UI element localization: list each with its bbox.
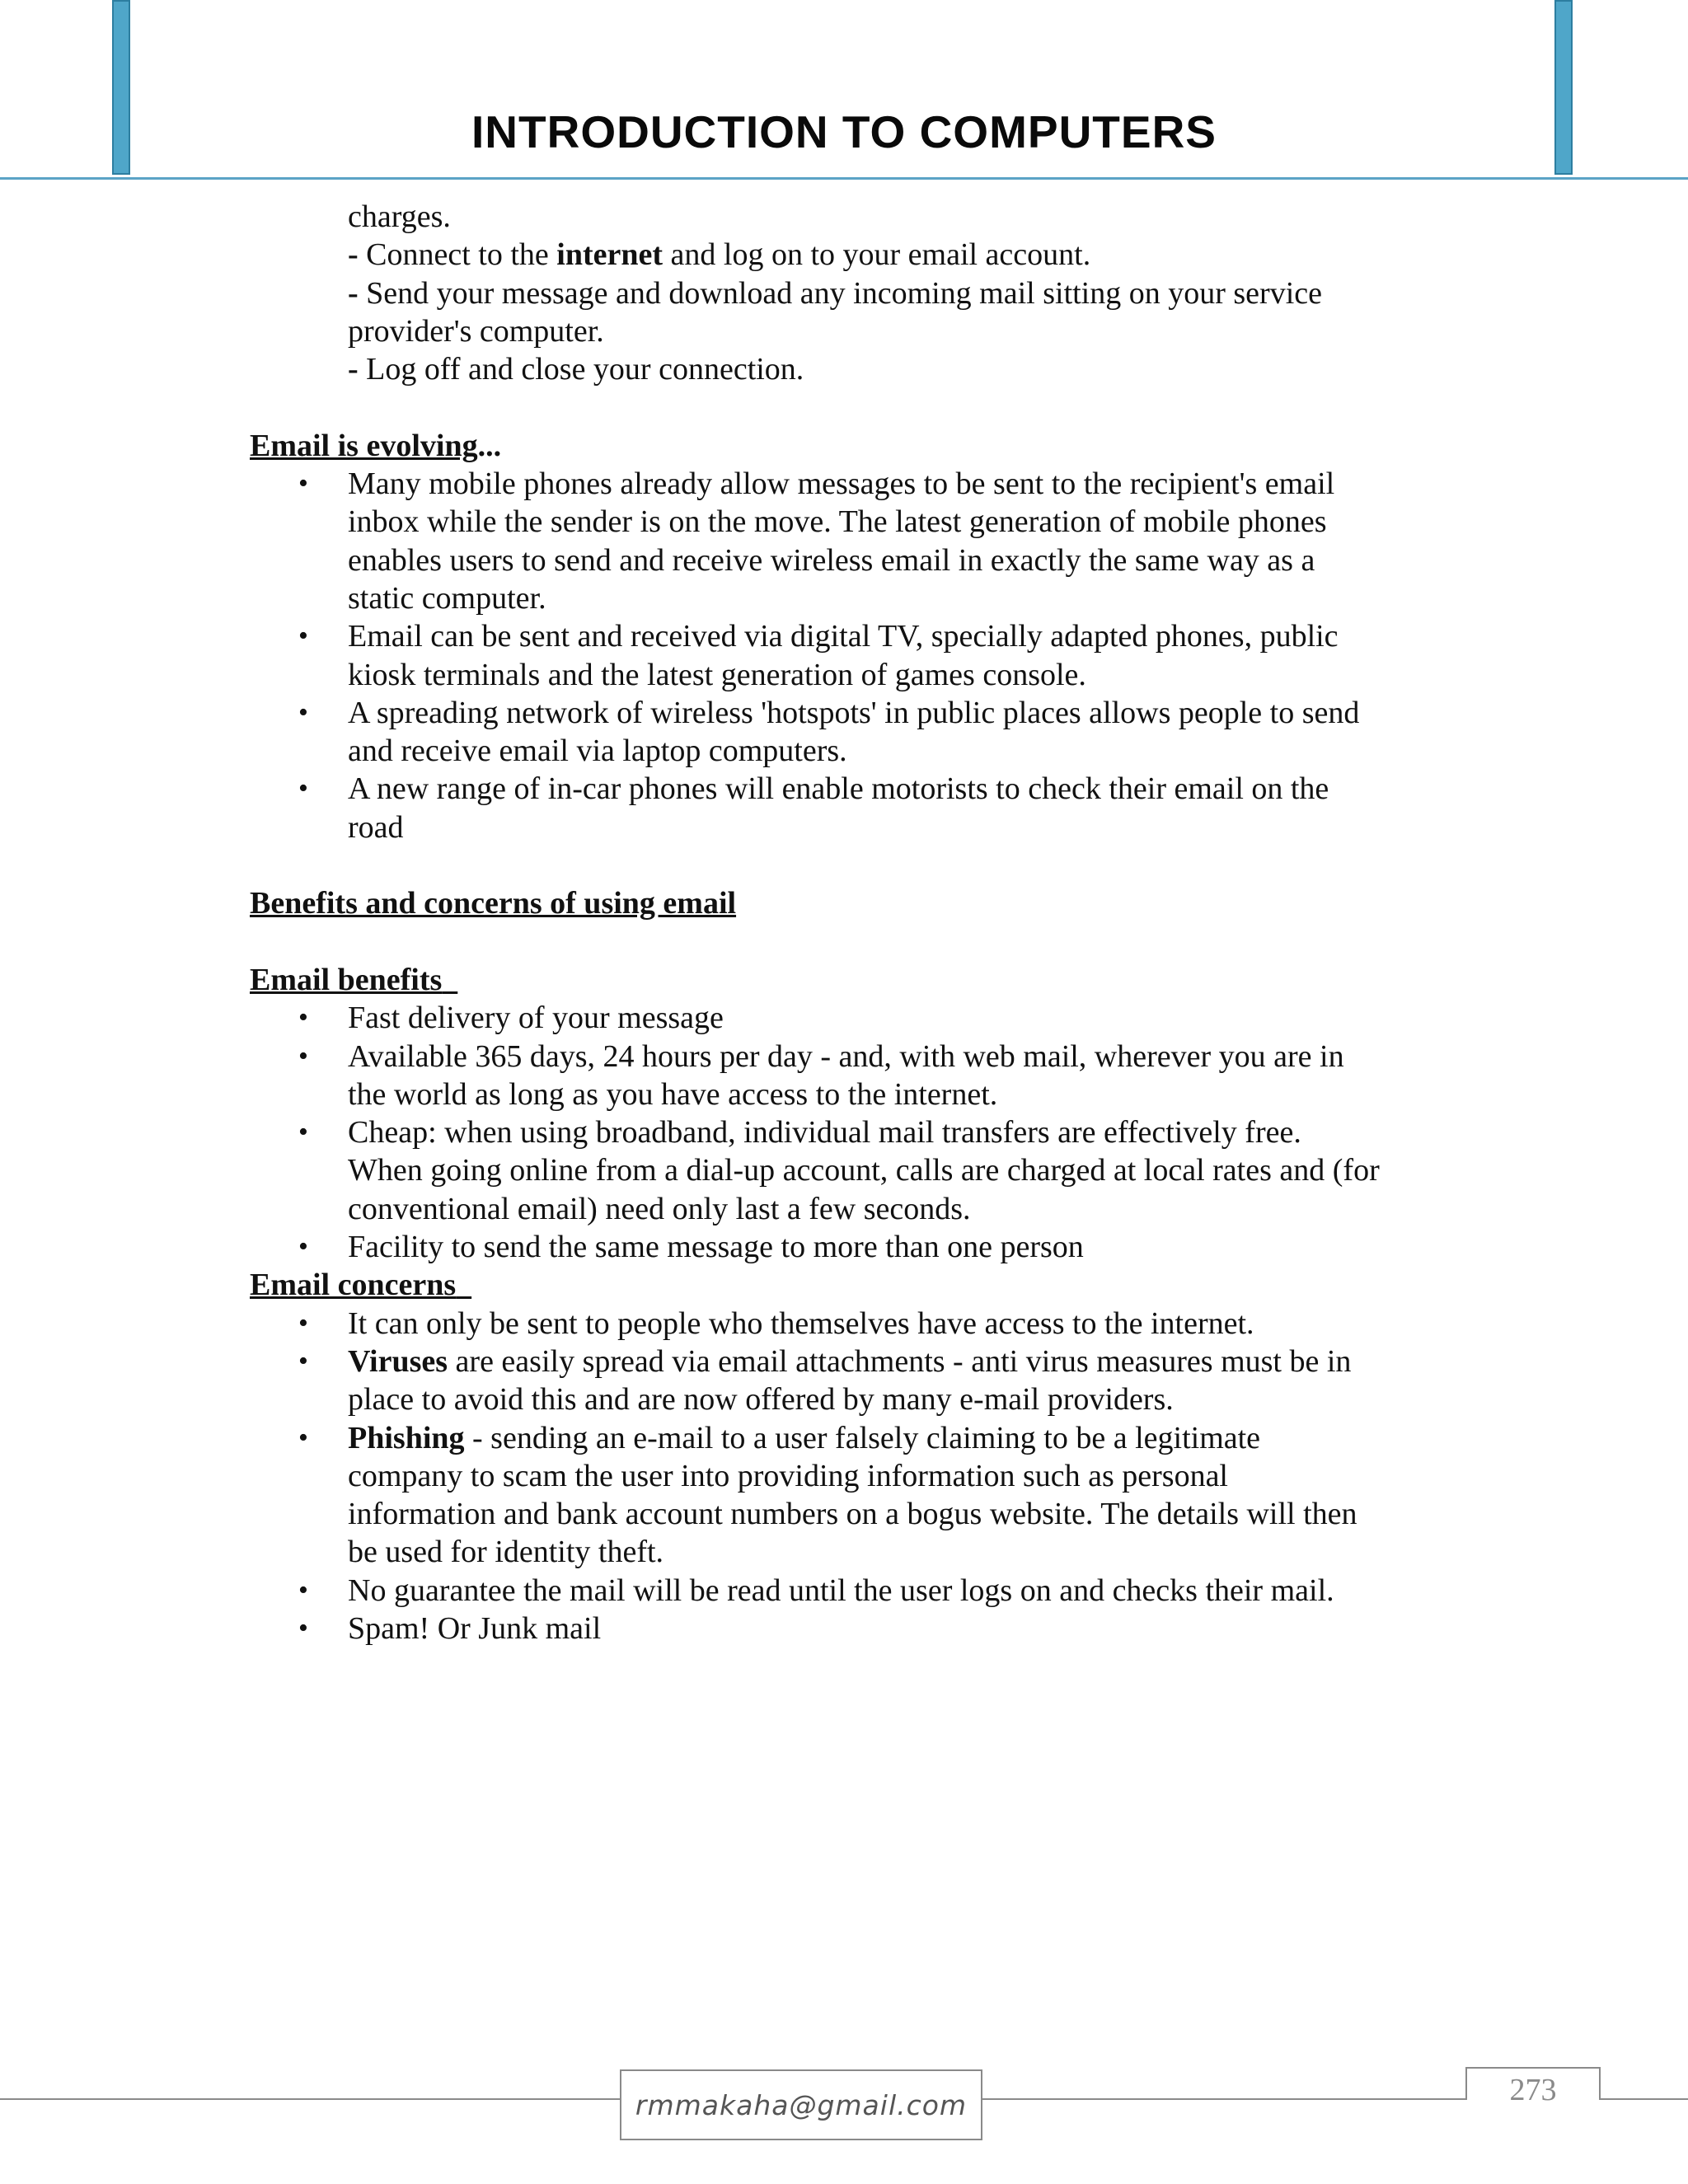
list-item-continuation: enables users to send and receive wireless email in exactly the same way as a <box>348 542 1315 578</box>
footer-rule <box>0 2098 620 2100</box>
list-item-continuation: conventional email) need only last a few seconds. <box>348 1191 971 1226</box>
benefits-list <box>0 999 1688 1266</box>
list-item: • A new range of in-car phones will enable motorists to check their email on the <box>298 771 1329 807</box>
lead-line: provider's computer. <box>348 313 604 349</box>
list-item: • Many mobile phones already allow messages to be sent to the recipient's email <box>298 466 1335 502</box>
lead-line: charges. <box>348 199 451 234</box>
list-item: • Fast delivery of your message <box>298 1001 724 1036</box>
lead-line: - Log off and close your connection. <box>348 352 804 387</box>
list-item: • Spam! Or Junk mail <box>298 1610 602 1646</box>
list-item: • Facility to send the same message to more than one person <box>298 1230 1084 1265</box>
footer-rule <box>982 2098 1465 2100</box>
list-item-continuation: company to scam the user into providing information such as personal <box>348 1458 1228 1493</box>
page-number: 273 <box>1509 2073 1557 2107</box>
list-item: • Email can be sent and received via digital TV, specially adapted phones, public <box>298 619 1339 654</box>
header-rule <box>0 177 1688 180</box>
list-item-continuation: and receive email via laptop computers. <box>348 733 847 769</box>
footer-rule <box>1601 2098 1688 2100</box>
list-item: • A spreading network of wireless 'hotspots' in public places allows people to send <box>298 695 1360 730</box>
list-item: • Cheap: when using broadband, individual mail transfers are effectively free. <box>298 1115 1301 1151</box>
list-item-continuation: kiosk terminals and the latest generation of games console. <box>348 657 1086 692</box>
section-heading-evolving: Email is evolving... <box>250 428 502 463</box>
list-item-continuation: information and bank account numbers on a bogus website. The details will then <box>348 1497 1357 1532</box>
list-item: • Available 365 days, 24 hours per day - and, with web mail, wherever you are in <box>298 1038 1344 1074</box>
list-item-continuation: inbox while the sender is on the move. The latest generation of mobile phones <box>348 504 1327 540</box>
list-item-continuation: When going online from a dial-up account, calls are charged at local rates and (for <box>348 1153 1380 1188</box>
list-item-continuation: be used for identity theft. <box>348 1535 664 1570</box>
list-item: • No guarantee the mail will be read until the user logs on and checks their mail. <box>298 1572 1334 1608</box>
list-item: • Viruses are easily spread via email attachments - anti virus measures must be in <box>298 1343 1352 1379</box>
page-title: INTRODUCTION TO COMPUTERS <box>471 106 1217 157</box>
list-item-continuation: the world as long as you have access to the internet. <box>348 1076 998 1112</box>
lead-line: - Send your message and download any incoming mail sitting on your service <box>348 275 1322 311</box>
list-item: • It can only be sent to people who themselves have access to the internet. <box>298 1305 1254 1341</box>
evolving-list <box>0 465 1688 846</box>
list-item-continuation: place to avoid this and are now offered by many e-mail providers. <box>348 1382 1174 1418</box>
section-heading-benefits-concerns: Benefits and concerns of using email <box>250 886 737 921</box>
footer-email-box <box>620 2069 982 2140</box>
list-item-continuation: static computer. <box>348 580 546 616</box>
list-item-continuation: road <box>348 809 404 845</box>
section-heading-concerns: Email concerns <box>250 1268 457 1303</box>
document-body <box>0 198 1688 1647</box>
lead-line: - Connect to the internet and log on to your email account. <box>348 237 1091 273</box>
list-item: • Phishing - sending an e-mail to a user falsely claiming to be a legitimate <box>298 1420 1261 1455</box>
footer-email: rmmakaha@gmail.com <box>635 2088 968 2121</box>
section-heading-benefits: Email benefits <box>250 962 443 997</box>
concerns-list <box>0 1305 1688 1648</box>
